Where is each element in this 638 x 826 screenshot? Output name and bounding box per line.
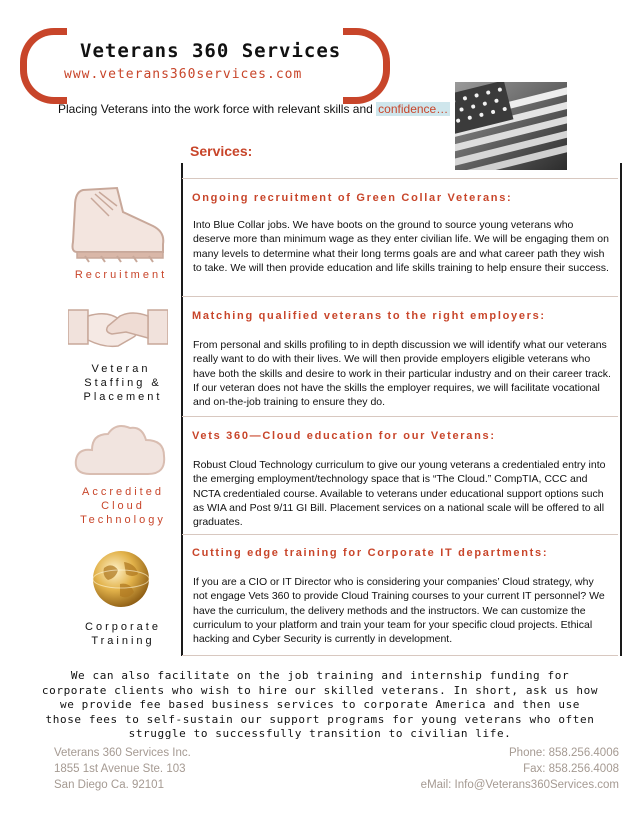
boot-icon	[65, 182, 170, 264]
section-title: Cutting edge training for Corporate IT departments:	[192, 547, 549, 559]
section-title: Vets 360—Cloud education for our Veterans:	[192, 430, 496, 442]
handshake-icon	[68, 302, 168, 354]
side-label-recruitment: Recruitment	[74, 269, 168, 281]
footer-company: Veterans 360 Services Inc.	[54, 747, 191, 759]
section-title: Matching qualified veterans to the right employers:	[192, 310, 546, 322]
brand-title: Veterans 360 Services	[80, 40, 342, 62]
side-label-staffing-line3: Placement	[83, 391, 163, 403]
service-section-corporate	[182, 534, 618, 656]
footer-contact	[360, 745, 619, 793]
service-section-staffing	[182, 296, 618, 416]
section-body: Robust Cloud Technology curriculum to give our young veterans a credentialed entry into the emerging employment/technology space that is “The Cloud.” CompTIA, CCC and NCTA credentialed course. Available to veterans under educational support options such as WIA and Post 9/11 GI Bill. Placement services on a national scale will be offered to all graduates.	[193, 459, 606, 529]
tagline-highlight: confidence…	[378, 102, 449, 116]
footer-phone: Phone: 858.256.4006	[509, 747, 619, 759]
closing-paragraph: We can also facilitate on the job training and internship funding for corporate clients who wish to hire our skilled veterans. In short, ask us how we provide fee based business services to corporate America and then use those fees to self-sustain our support programs for young veterans who often struggle to successfully transition to civilian life.	[41, 669, 599, 740]
service-section-recruitment	[182, 178, 618, 296]
service-section-cloud	[182, 416, 618, 534]
side-label-cloud-line1: Accredited	[82, 486, 164, 498]
footer-address-line1: 1855 1st Avenue Ste. 103	[54, 763, 186, 775]
section-body: From personal and skills profiling to in depth discussion we will identify what our veterans really want to do with their lives. We will then provide employers eligible veterans who have both the skills and desire to work in their particular industry and on their career track. If our veteran does not have the skills the employer requires, we will facilitate vocational and on-the-job training to ensure they do.	[193, 339, 611, 409]
globe-icon	[90, 548, 152, 610]
right-bracket-decoration	[343, 28, 390, 104]
side-label-cloud-line3: Technology	[80, 514, 166, 526]
section-title: Ongoing recruitment of Green Collar Veterans:	[192, 192, 513, 204]
side-label-corporate-line2: Training	[91, 635, 155, 647]
brand-url[interactable]: www.veterans360services.com	[64, 67, 303, 82]
section-body: If you are a CIO or IT Director who is considering your companies’ Cloud strategy, why not engage Vets 360 to provide Cloud Training courses to your current IT personnel? We have the curriculum, the delivery methods and the instructors. We can customize the curriculum to your platform and train your team for your specific cloud projects. Ethical hacking and Cyber Security is currently in development.	[193, 576, 605, 646]
left-bracket-decoration	[20, 28, 67, 104]
section-divider	[182, 178, 618, 179]
cloud-icon	[72, 420, 168, 478]
section-divider	[182, 655, 618, 656]
section-divider	[182, 534, 618, 535]
tagline-main: Placing Veterans into the work force with relevant skills and	[58, 102, 377, 116]
side-label-staffing-line2: Staffing &	[84, 377, 162, 389]
side-label-staffing-line1: Veteran	[91, 363, 151, 375]
section-divider	[182, 416, 618, 417]
tagline	[58, 102, 450, 116]
services-heading: Services:	[190, 143, 253, 159]
side-label-corporate-line1: Corporate	[85, 621, 161, 633]
footer-address-line2: San Diego Ca. 92101	[54, 779, 164, 791]
section-body: Into Blue Collar jobs. We have boots on the ground to source young veterans who deserve more than minimum wage as they enter civilian life. We will be engaging them on many levels to determine what their long terms goals are and what career path they wish to take. We will then provide education and life skills training to help ensure their success.	[193, 219, 609, 274]
footer-address	[54, 745, 191, 793]
side-label-cloud-line2: Cloud	[101, 500, 145, 512]
flag-image	[455, 82, 567, 170]
footer-fax: Fax: 858.256.4008	[523, 763, 619, 775]
section-divider	[182, 296, 618, 297]
footer-email[interactable]: eMail: Info@Veterans360Services.com	[420, 779, 619, 791]
